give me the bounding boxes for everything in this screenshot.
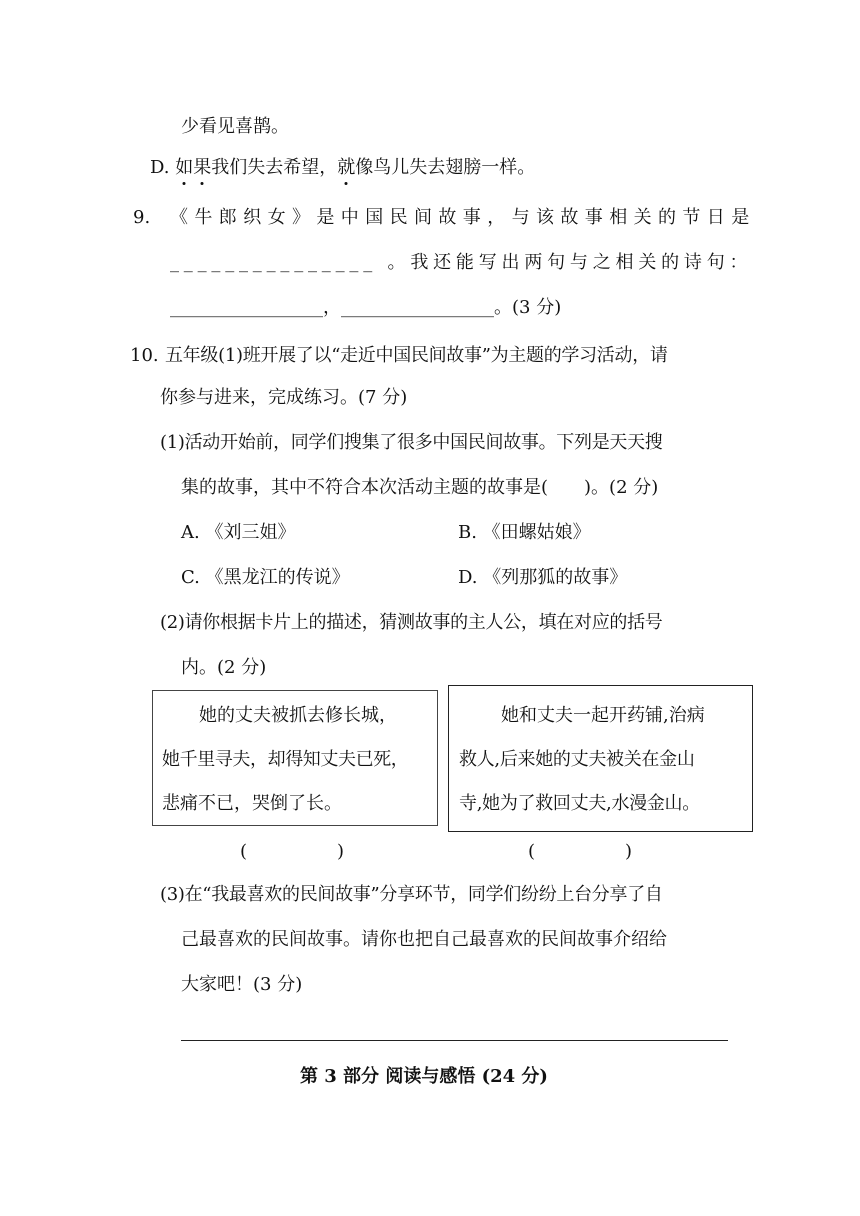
q10-line-2: 你参与进来，完成练习。(7 分) xyxy=(160,387,408,408)
q8-option-d-prefix: D. xyxy=(150,157,176,178)
answer-blank-2[interactable]: ( ) xyxy=(528,841,633,862)
q10-p1-line-1: (1)活动开始前，同学们搜集了很多中国民间故事。下列是天天搜 xyxy=(160,432,663,453)
q10-p3-line-1: (3)在“我最喜欢的民间故事”分享环节，同学们纷纷上台分享了自 xyxy=(160,884,663,905)
q8-option-d xyxy=(150,156,535,180)
q9-number: 9. xyxy=(133,207,151,228)
q8-text-tail: 少看见喜鹊。 xyxy=(181,116,289,137)
q8-option-d-mid: 我们失去希望， xyxy=(211,157,338,178)
q10-p1-option-d[interactable]: D. 《列那狐的故事》 xyxy=(458,567,628,588)
q10-p1-option-c[interactable]: C. 《黑龙江的传说》 xyxy=(181,567,350,588)
story-card-1 xyxy=(152,690,438,826)
story-card-1-line-2: 她千里寻夫，却得知丈夫已死， xyxy=(162,749,409,770)
q8-dotted-char-2: 果 xyxy=(193,157,212,178)
q8-dotted-char-3: 就 xyxy=(337,157,356,178)
q10-p2-line-2: 内。(2 分) xyxy=(181,657,267,678)
section-divider xyxy=(181,1040,728,1041)
story-card-2 xyxy=(448,685,753,832)
story-card-2-line-3: 寺,她为了救回丈夫,水漫金山。 xyxy=(459,793,700,814)
story-card-1-line-3: 悲痛不已，哭倒了长。 xyxy=(162,793,342,814)
q10-p1-option-b[interactable]: B. 《田螺姑娘》 xyxy=(458,522,591,543)
q9-line-3[interactable]: _________________，_________________。(3 分) xyxy=(170,297,562,318)
story-card-2-line-1: 她和丈夫一起开药铺,治病 xyxy=(501,705,705,726)
section-title: 第 3 部分 阅读与感悟 (24 分) xyxy=(300,1066,548,1087)
q10-p3-line-3: 大家吧！(3 分) xyxy=(181,974,303,995)
q10-p1-line-2[interactable]: 集的故事，其中不符合本次活动主题的故事是( )。(2 分) xyxy=(181,477,659,498)
q8-dotted-char-1: 如 xyxy=(175,157,194,178)
q10-p3-line-2: 己最喜欢的民间故事。请你也把自己最喜欢的民间故事介绍给 xyxy=(181,929,667,950)
story-card-1-line-1: 她的丈夫被抓去修长城， xyxy=(199,705,397,726)
q10-p2-line-1: (2)请你根据卡片上的描述，猜测故事的主人公，填在对应的括号 xyxy=(160,612,663,633)
answer-blank-1[interactable]: ( ) xyxy=(240,841,345,862)
story-card-2-line-2: 救人,后来她的丈夫被关在金山 xyxy=(459,749,695,770)
q9-line-2[interactable]: _______________ 。我还能写出两句与之相关的诗句： xyxy=(170,252,753,273)
q8-option-d-rest: 像鸟儿失去翅膀一样。 xyxy=(355,157,536,178)
q10-number: 10. xyxy=(130,345,159,366)
q9-line-1: 《牛郎织女》是中国民间故事，与该故事相关的节日是 xyxy=(170,207,756,228)
q10-p1-option-a[interactable]: A. 《刘三姐》 xyxy=(181,522,296,543)
q10-line-1: 五年级(1)班开展了以“走近中国民间故事”为主题的学习活动，请 xyxy=(165,345,668,366)
